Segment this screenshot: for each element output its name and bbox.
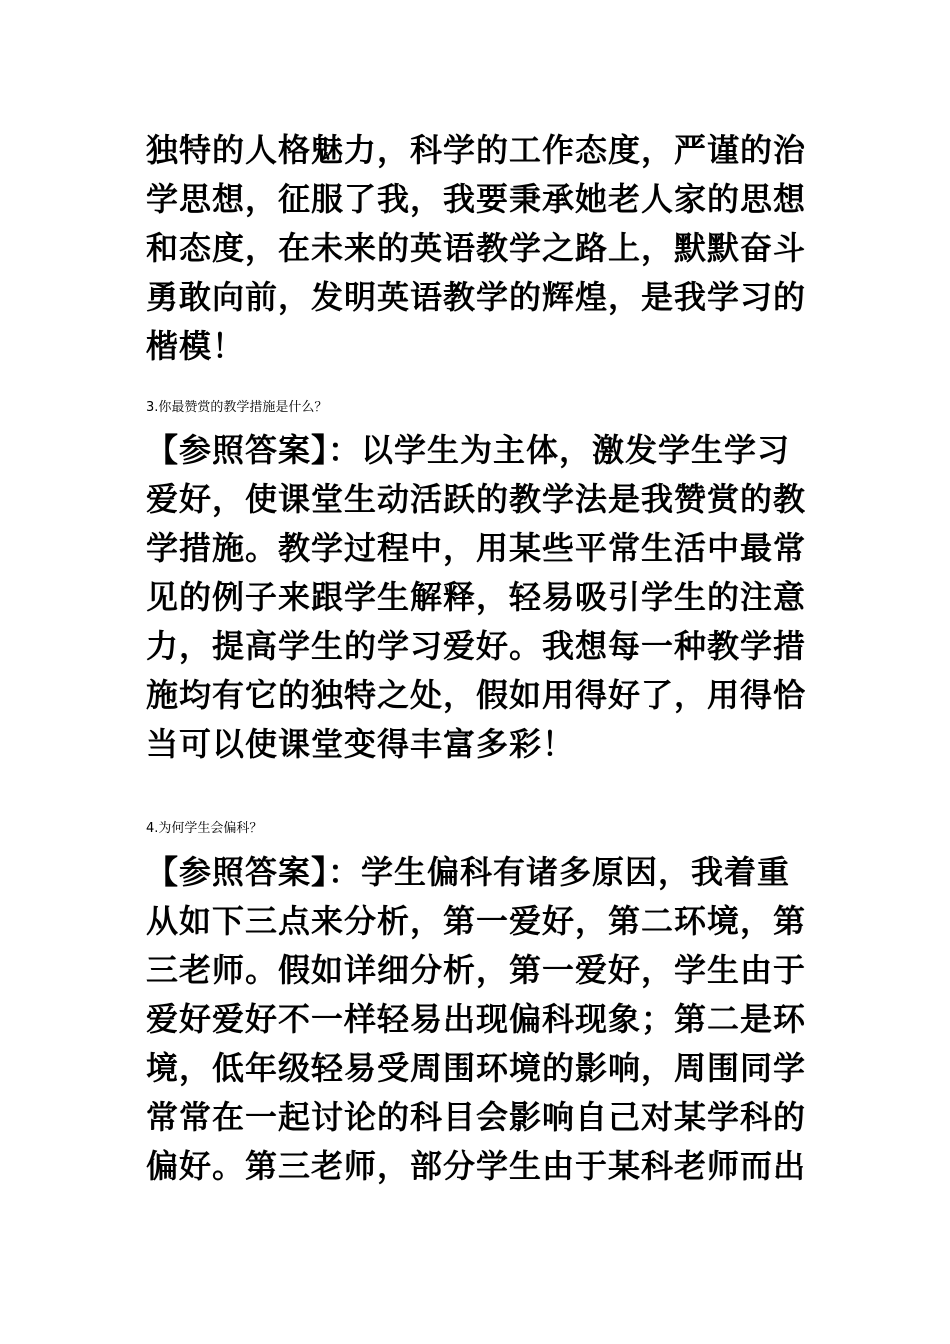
text-line: 力，提高学生的学习爱好。我想每一种教学措 — [146, 627, 807, 665]
text-line: 施均有它的独特之处，假如用得好了，用得恰 — [146, 676, 807, 714]
text-line: 爱好爱好不一样轻易出现偏科现象；第二是环 — [146, 1000, 807, 1038]
text-line: 【参照答案】：学生偏科有诸多原因，我着重 — [146, 853, 791, 891]
text-line: 常常在一起讨论的科目会影响自己对某学科的 — [146, 1098, 807, 1136]
text-line: 三老师。假如详细分析，第一爱好，学生由于 — [146, 951, 807, 989]
question-3-heading: 3.你最赞赏的教学措施是什么？ — [146, 400, 328, 415]
paragraph-continued — [146, 126, 816, 371]
text-line: 境，低年级轻易受周围环境的影响，周围同学 — [146, 1049, 807, 1087]
text-line: 从如下三点来分析，第一爱好，第二环境，第 — [146, 902, 807, 940]
text-line: 独特的人格魅力，科学的工作态度，严谨的治 — [146, 131, 807, 169]
text-line: 学思想，征服了我，我要秉承她老人家的思想 — [146, 180, 807, 218]
text-line: 学措施。教学过程中，用某些平常生活中最常 — [146, 529, 807, 567]
text-line: 爱好，使课堂生动活跃的教学法是我赞赏的教 — [146, 480, 807, 518]
text-line: 见的例子来跟学生解释，轻易吸引学生的注意 — [146, 578, 807, 616]
text-line: 当可以使课堂变得丰富多彩！ — [146, 725, 576, 763]
question-4-heading: 4.为何学生会偏科？ — [146, 821, 263, 836]
text-line: 勇敢向前，发明英语教学的辉煌，是我学习的 — [146, 278, 807, 316]
answer-3-paragraph — [146, 426, 816, 769]
text-line: 楷模！ — [146, 327, 246, 365]
text-line: 偏好。第三老师，部分学生由于某科老师而出 — [146, 1147, 807, 1185]
text-line: 【参照答案】：以学生为主体，激发学生学习 — [146, 431, 791, 469]
text-line: 和态度，在未来的英语教学之路上，默默奋斗 — [146, 229, 807, 267]
answer-4-paragraph — [146, 848, 816, 1191]
